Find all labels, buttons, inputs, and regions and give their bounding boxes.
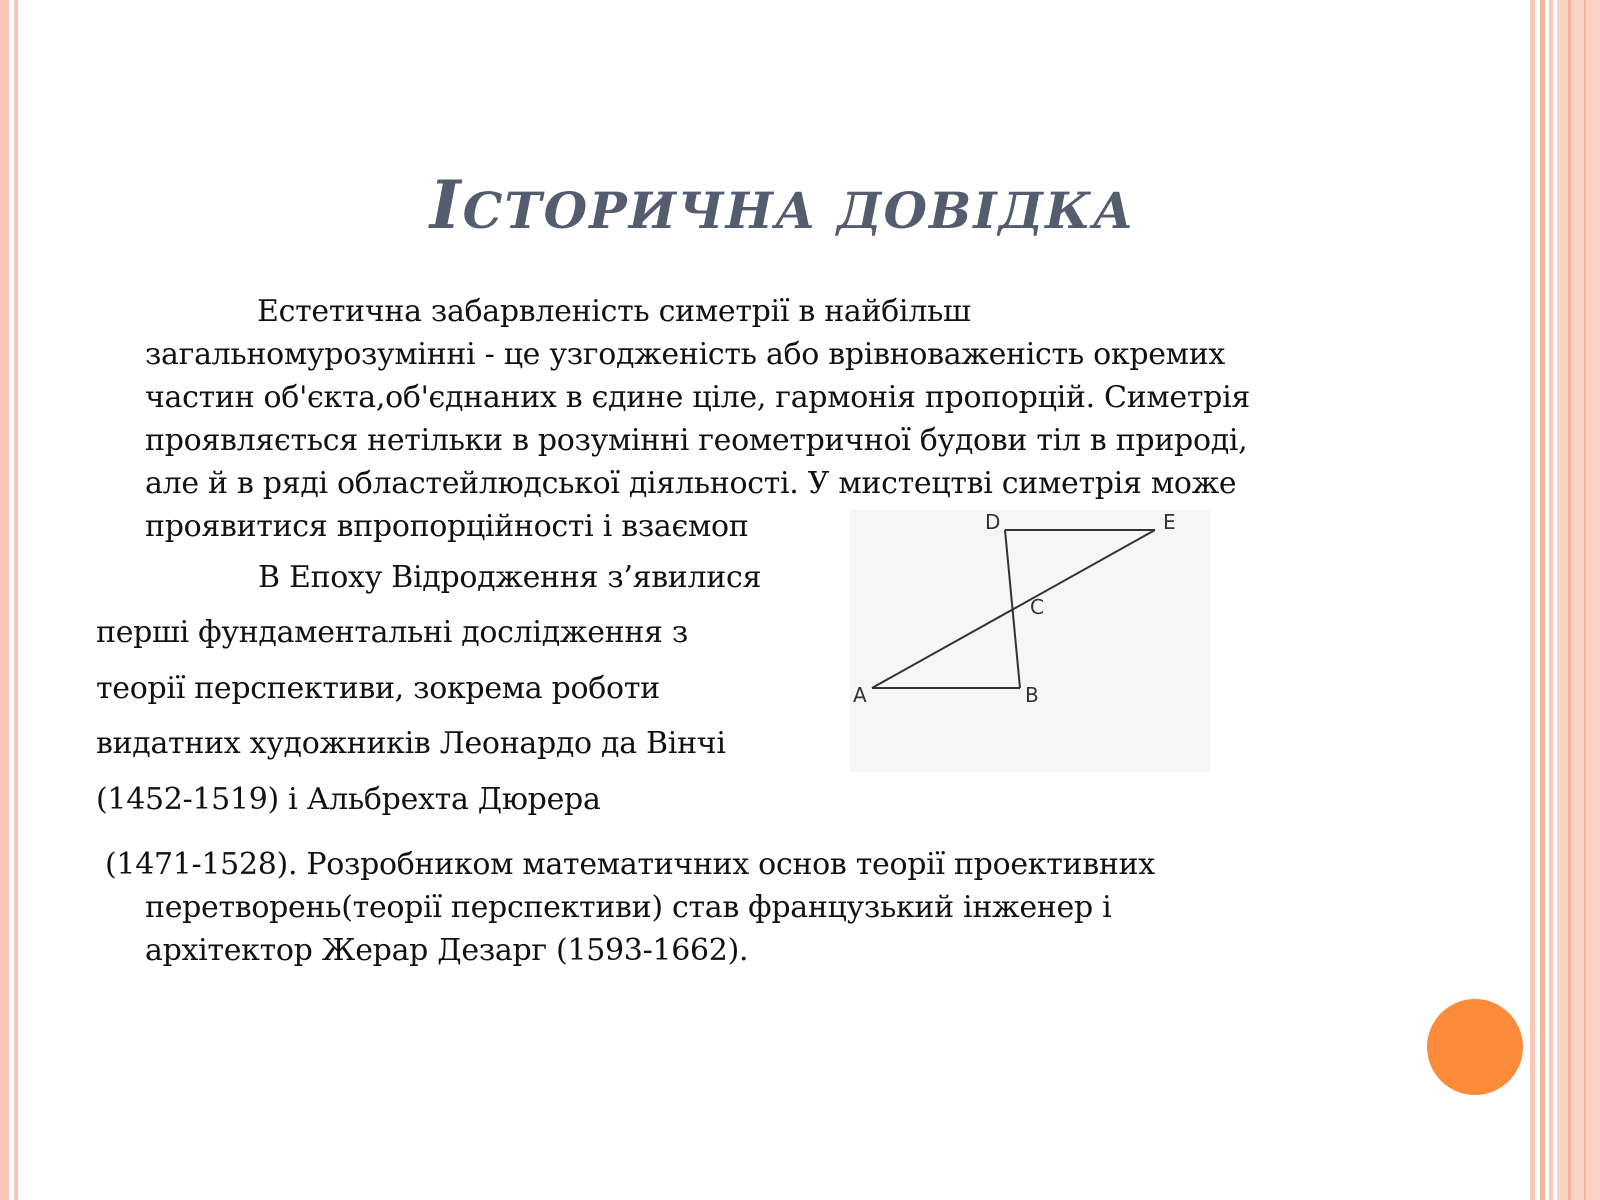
paragraph-line: архітектор Жерар Дезарг (1593-1662).	[145, 933, 749, 968]
paragraph-line: перетворень(теорії перспективи) став французький інженер і	[145, 890, 1112, 925]
paragraph-line: теорії перспективи, зокрема роботи	[96, 671, 660, 706]
point-label-e: E	[1163, 510, 1176, 534]
point-label-d: D	[985, 510, 1001, 534]
paragraph-desargues	[105, 843, 1155, 972]
paragraph-line: Естетична забарвленість симетрії в найбільш	[257, 294, 971, 329]
paragraph-line: загальномурозумінні - це узгодженість або врівноваженість окремих	[145, 337, 1226, 372]
decor-stripe-right	[1584, 0, 1586, 1200]
point-label-c: C	[1030, 595, 1044, 619]
paragraph-line: видатних художників Леонардо да Вінчі	[96, 726, 726, 761]
paragraph-line: (1452-1519) і Альбрехта Дюрера	[96, 782, 601, 817]
paragraph-line: але й в ряді областейлюдської діяльності. У мистецтві симетрія може	[145, 466, 1237, 501]
paragraph-line: частин об'єкта,об'єднаних в єдине ціле, гармонія пропорцій. Симетрія	[145, 380, 1250, 415]
paragraph-line: проявитися впропорційності і взаємоп	[145, 509, 749, 544]
decor-stripe-right	[1568, 0, 1571, 1200]
geometry-figure	[850, 510, 1210, 772]
slide-title-initial: І	[429, 166, 463, 244]
point-label-b: B	[1025, 683, 1039, 707]
segment-ae	[872, 530, 1155, 688]
geometry-diagram	[850, 510, 1210, 772]
paragraph-line: (1471-1528). Розробником математичних основ теорії проективних	[105, 847, 1155, 882]
paragraph-line: В Епоху Відродження з’явилися	[258, 560, 762, 595]
slide-title-rest: СТОРИЧНА ДОВІДКА	[462, 181, 1136, 240]
slide-title	[0, 166, 1565, 244]
decor-orange-circle	[1427, 999, 1523, 1095]
point-label-a: A	[853, 683, 867, 707]
paragraph-line: перші фундаментальні дослідження з	[96, 615, 688, 650]
paragraph-line: проявляється нетільки в розумінні геометричної будови тіл в природі,	[145, 423, 1248, 458]
